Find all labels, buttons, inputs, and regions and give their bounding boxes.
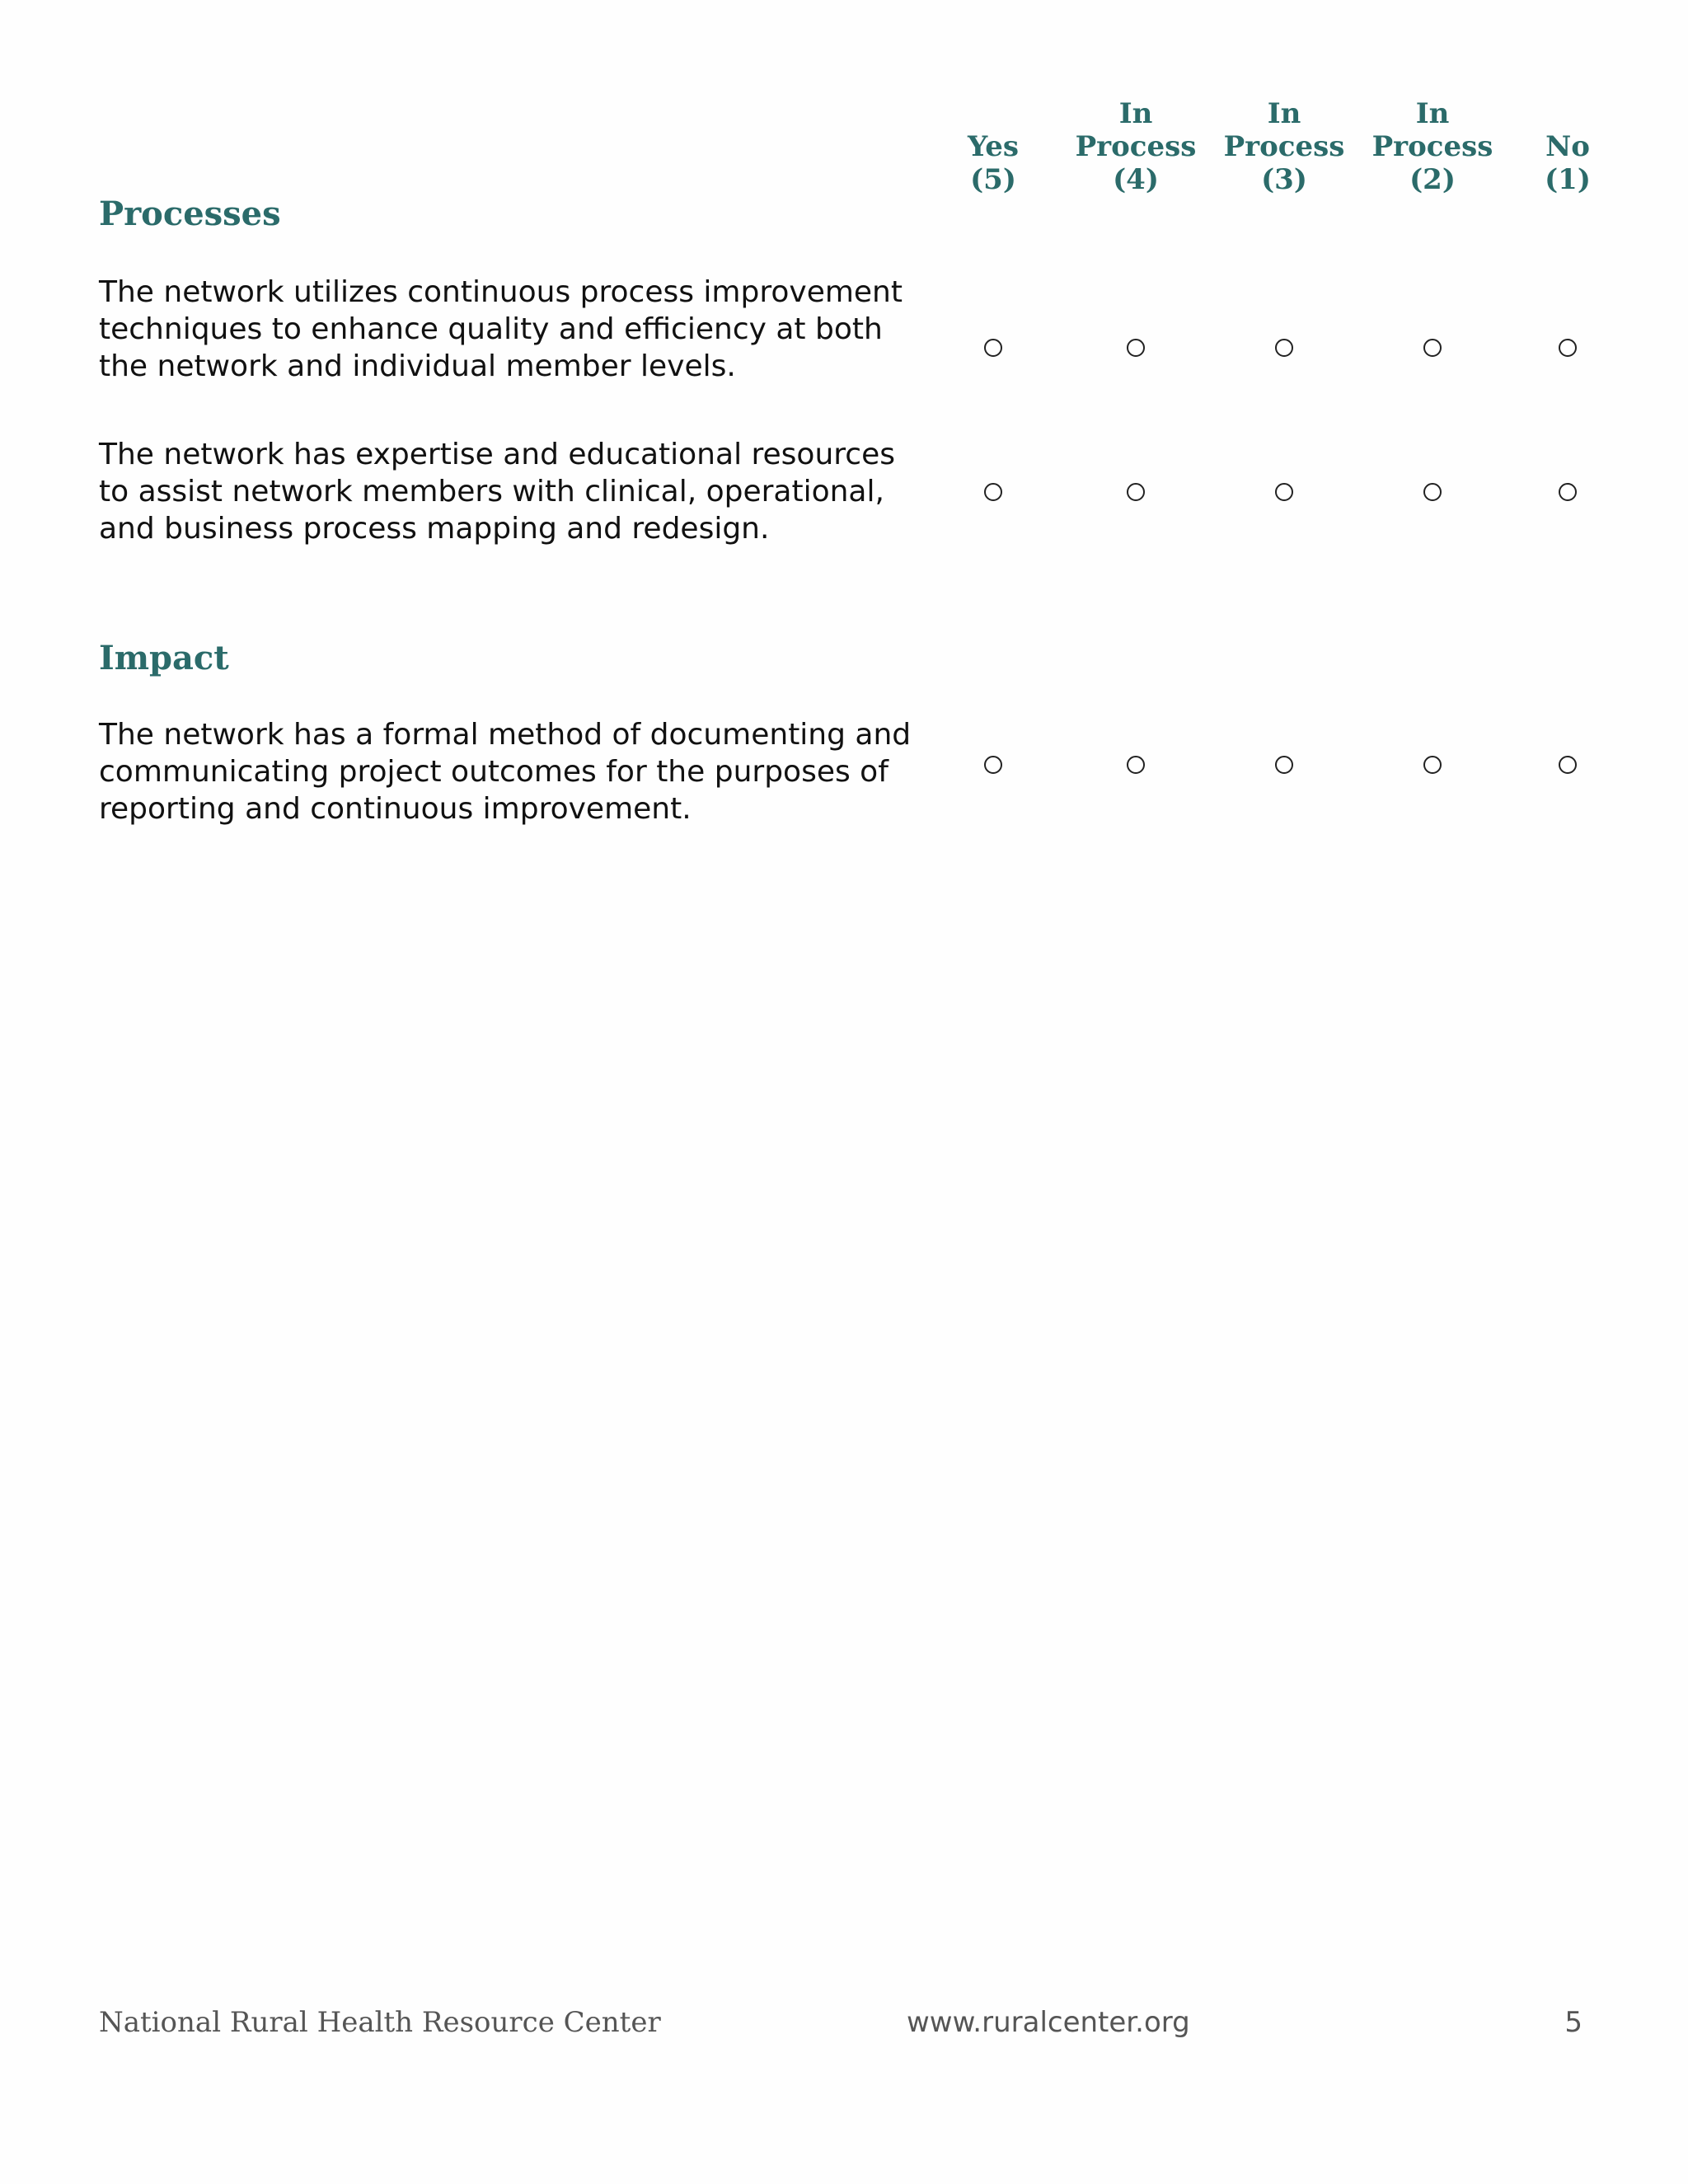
column-header-line: (3) bbox=[1261, 163, 1307, 196]
question-text: The network has expertise and educational resources to assist network members with clinical, operational, and business process mapping and redesign. bbox=[99, 438, 895, 546]
column-header-in-process-2 bbox=[1358, 97, 1507, 196]
column-header-no-1 bbox=[1493, 97, 1642, 196]
footer-page-number: 5 bbox=[1564, 2006, 1582, 2039]
radio-q3-in-process-4[interactable] bbox=[1127, 756, 1145, 774]
column-header-in-process-3 bbox=[1210, 97, 1358, 196]
column-header-line: No bbox=[1545, 130, 1590, 163]
radio-q2-in-process-2[interactable] bbox=[1423, 483, 1442, 501]
radio-q1-yes-5[interactable] bbox=[984, 339, 1002, 357]
column-header-in-process-4 bbox=[1062, 97, 1210, 196]
column-header-line: Process bbox=[1223, 130, 1345, 163]
column-header-line: In bbox=[1118, 97, 1153, 130]
column-header-line: Process bbox=[1075, 130, 1197, 163]
radio-q3-no-1[interactable] bbox=[1559, 756, 1577, 774]
radio-q1-in-process-2[interactable] bbox=[1423, 339, 1442, 357]
question-text: The network utilizes continuous process improvement techniques to enhance quality and efficiency at both the network and individual member levels. bbox=[99, 275, 903, 383]
radio-q2-yes-5[interactable] bbox=[984, 483, 1002, 501]
radio-q2-no-1[interactable] bbox=[1559, 483, 1577, 501]
radio-q2-in-process-3[interactable] bbox=[1275, 483, 1293, 501]
question-text: The network has a formal method of documenting and communicating project outcomes for the purposes of reporting and continuous improvement. bbox=[99, 718, 912, 826]
column-header-line: (4) bbox=[1113, 163, 1159, 196]
section-title-processes: Processes bbox=[99, 194, 281, 233]
column-header-yes-5 bbox=[919, 97, 1067, 196]
radio-q3-yes-5[interactable] bbox=[984, 756, 1002, 774]
footer-website: www.ruralcenter.org bbox=[907, 2006, 1190, 2039]
radio-q1-no-1[interactable] bbox=[1559, 339, 1577, 357]
section-title-impact: Impact bbox=[99, 639, 229, 677]
radio-q3-in-process-3[interactable] bbox=[1275, 756, 1293, 774]
column-header-line: Process bbox=[1372, 130, 1493, 163]
column-header-line bbox=[1493, 97, 1642, 130]
column-header-line: In bbox=[1267, 97, 1301, 130]
radio-q3-in-process-2[interactable] bbox=[1423, 756, 1442, 774]
column-header-line: In bbox=[1415, 97, 1450, 130]
radio-q1-in-process-3[interactable] bbox=[1275, 339, 1293, 357]
column-header-line: (1) bbox=[1545, 163, 1591, 196]
column-header-line: (5) bbox=[970, 163, 1016, 196]
column-header-line bbox=[919, 97, 1067, 130]
radio-q1-in-process-4[interactable] bbox=[1127, 339, 1145, 357]
radio-q2-in-process-4[interactable] bbox=[1127, 483, 1145, 501]
column-header-line: Yes bbox=[967, 130, 1020, 163]
column-header-line: (2) bbox=[1409, 163, 1456, 196]
footer-organization: National Rural Health Resource Center bbox=[99, 2006, 661, 2039]
